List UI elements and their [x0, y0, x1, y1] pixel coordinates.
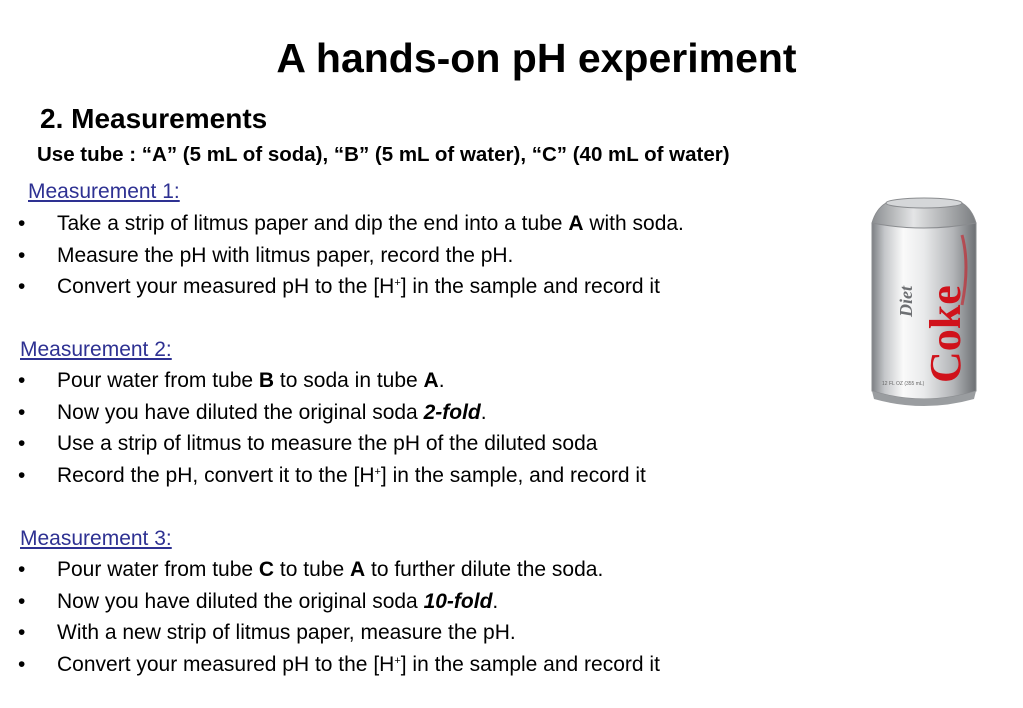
measurement-3-heading: Measurement 3: — [20, 527, 172, 550]
bullet: • — [18, 558, 26, 581]
bullet: • — [18, 621, 26, 644]
svg-text:Diet: Diet — [896, 286, 916, 317]
bullet: • — [18, 432, 26, 455]
list-item-text: Take a strip of litmus paper and dip the end into a tube A with soda. — [57, 212, 684, 235]
bullet: • — [18, 275, 26, 298]
svg-text:Coke: Coke — [921, 285, 970, 383]
list-item-text: Measure the pH with litmus paper, record the pH. — [57, 243, 514, 267]
svg-text:12 FL OZ (355 mL): 12 FL OZ (355 mL) — [882, 381, 925, 387]
bullet: • — [18, 243, 26, 267]
list-item-text: Record the pH, convert it to the [H+] in the sample, and record it — [57, 463, 646, 487]
measurement-1-heading: Measurement 1: — [28, 180, 180, 203]
list-item-text: Now you have diluted the original soda 2-fold. — [57, 400, 487, 424]
list-item-text: Convert your measured pH to the [H+] in the sample and record it — [57, 275, 660, 298]
bullet: • — [18, 369, 26, 392]
bullet: • — [18, 589, 26, 613]
measurement-2-heading: Measurement 2: — [20, 338, 172, 361]
list-item-text: Pour water from tube C to tube A to further dilute the soda. — [57, 558, 604, 581]
list-item-text: Now you have diluted the original soda 10-fold. — [57, 589, 499, 613]
bullet: • — [18, 463, 26, 487]
section-heading: 2. Measurements — [40, 103, 268, 134]
list-item-text: Use a strip of litmus to measure the pH of the diluted soda — [57, 432, 598, 455]
bullet: • — [18, 212, 26, 235]
list-item-text: Convert your measured pH to the [H+] in the sample and record it — [57, 652, 660, 676]
diet-coke-can-image — [862, 195, 987, 413]
page-title: A hands-on pH experiment — [276, 35, 797, 81]
list-item-text: With a new strip of litmus paper, measure the pH. — [57, 621, 516, 644]
bullet: • — [18, 652, 26, 676]
bullet: • — [18, 400, 26, 424]
tube-instructions: Use tube : “A” (5 mL of soda), “B” (5 mL of water), “C” (40 mL of water) — [37, 143, 730, 166]
list-item-text: Pour water from tube B to soda in tube A. — [57, 369, 445, 392]
